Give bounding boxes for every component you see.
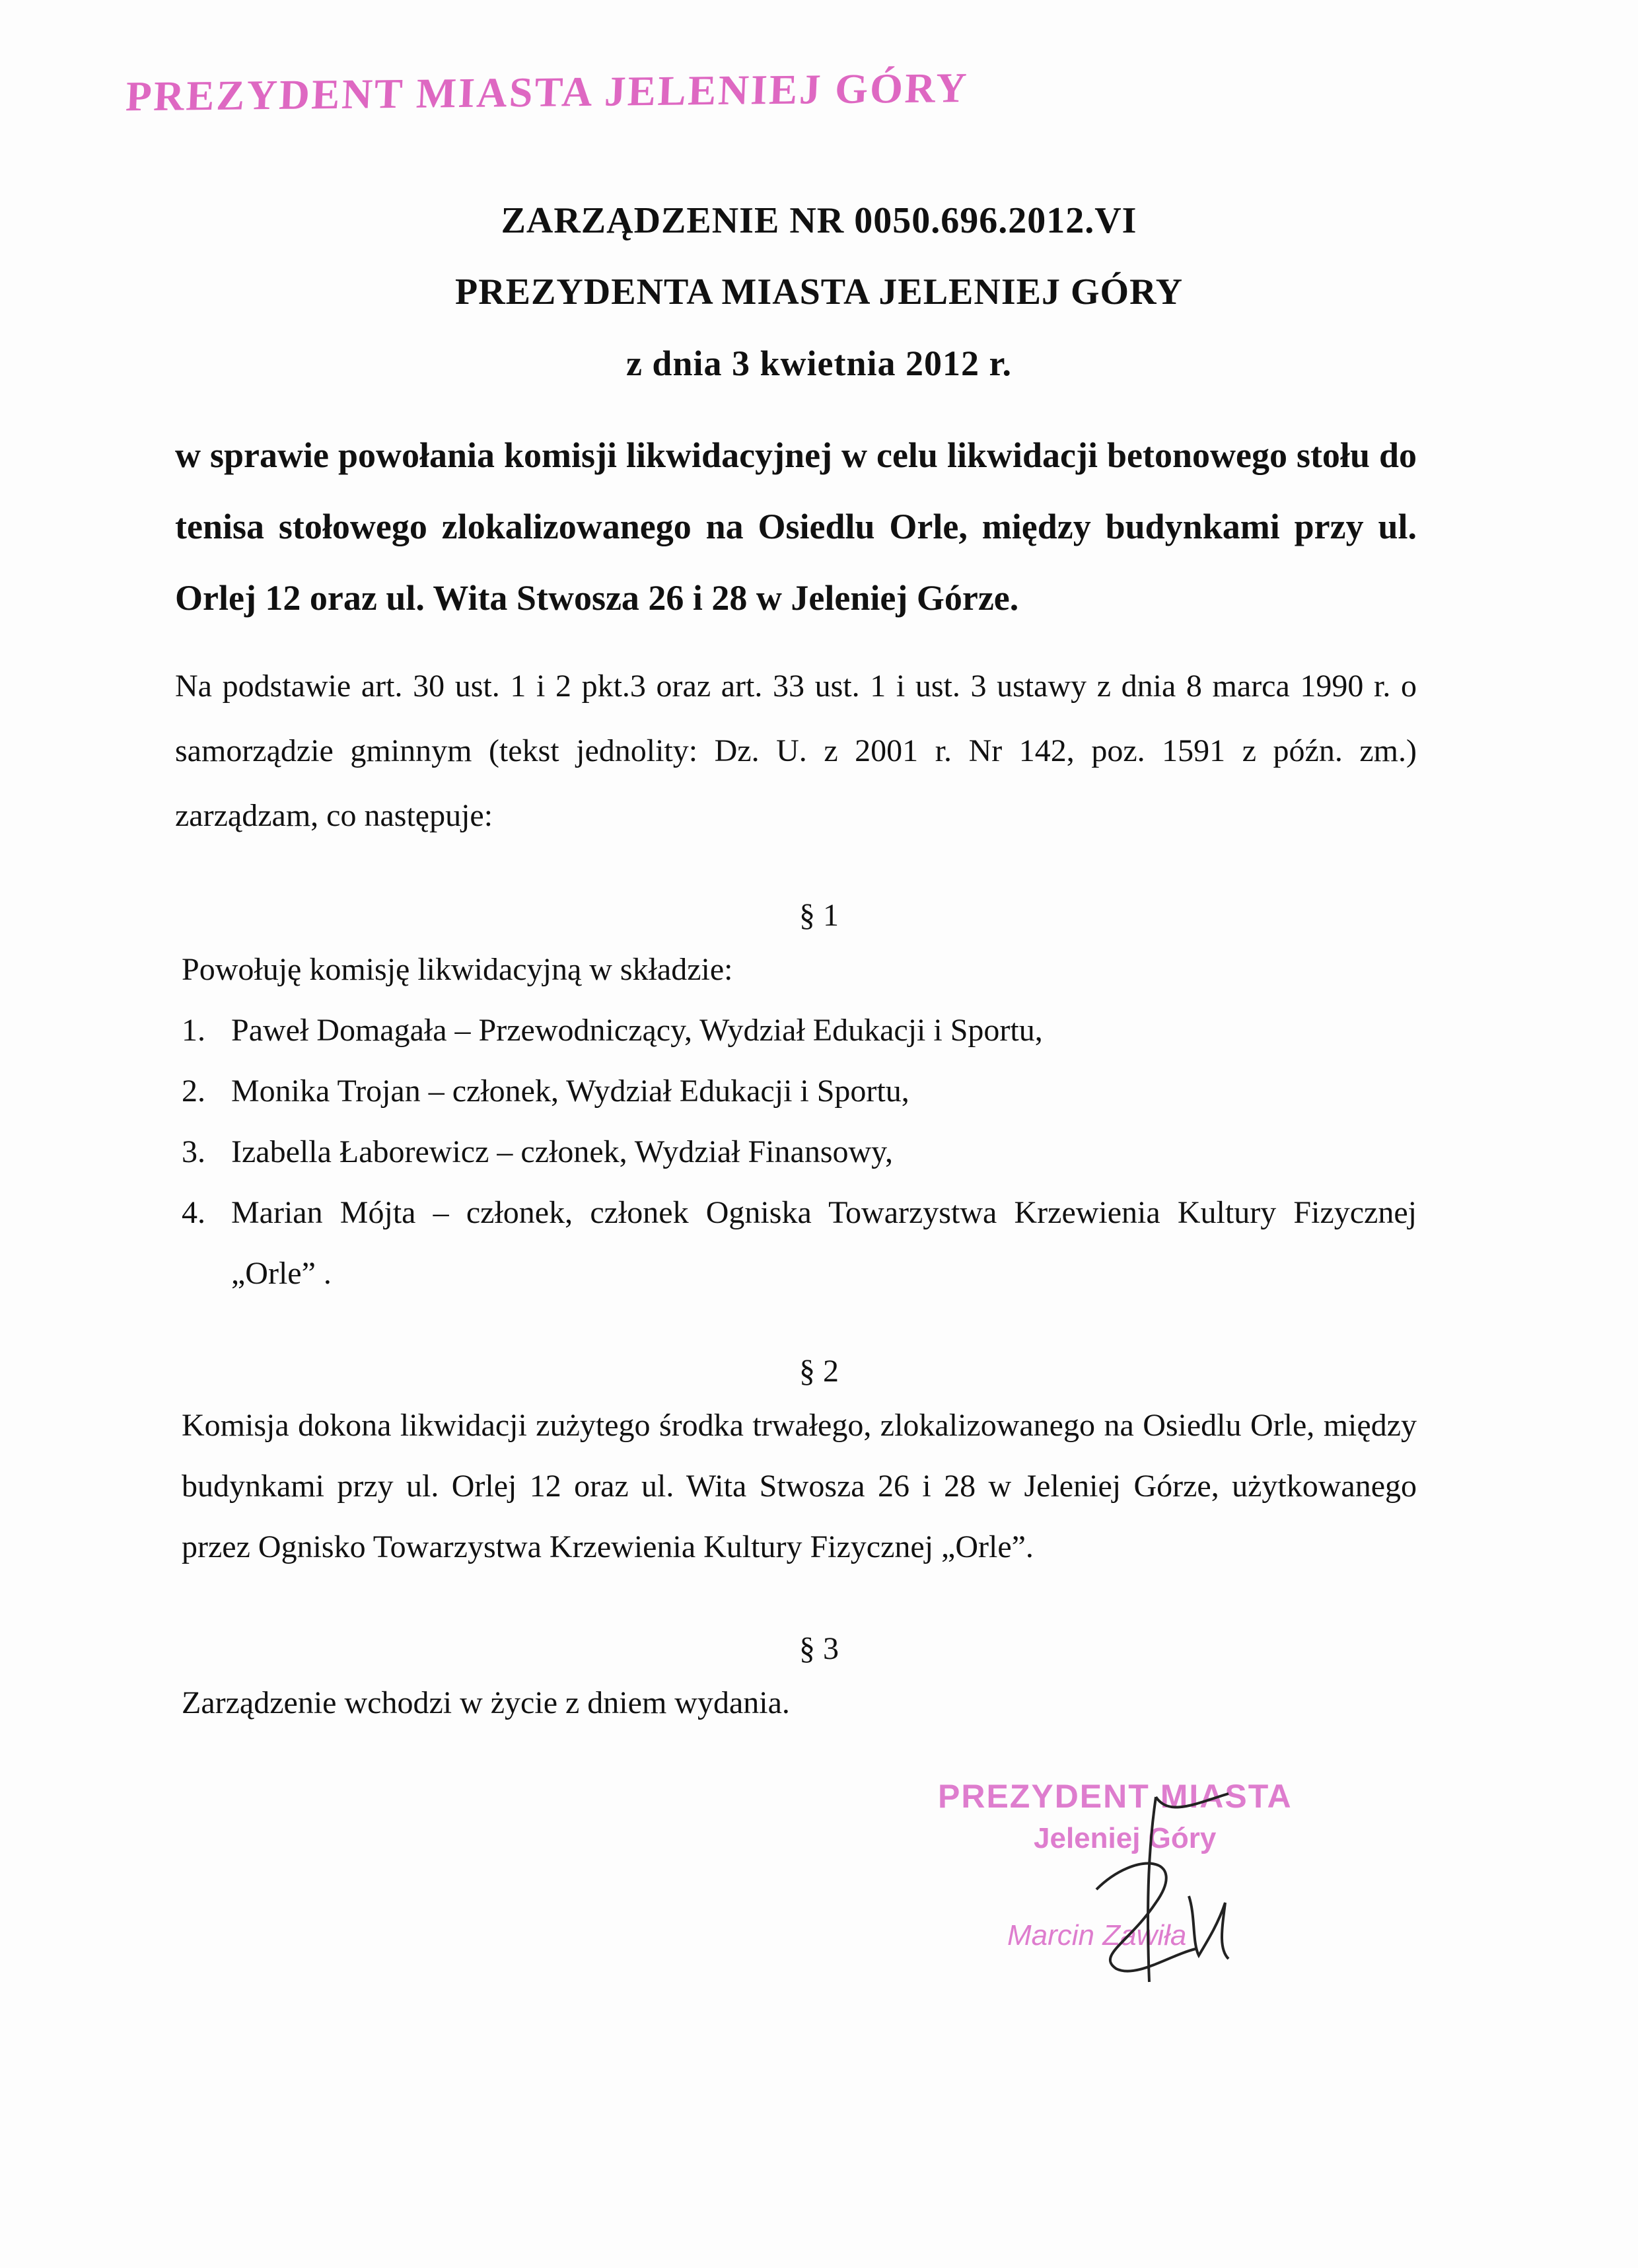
- list-item-text: Paweł Domagała – Przewodniczący, Wydział Edukacji i Sportu,: [231, 1013, 1043, 1048]
- list-item-number: 1.: [182, 1013, 205, 1048]
- committee-list: [182, 1000, 1417, 1304]
- list-item: [182, 1122, 1417, 1183]
- section-2-text: Komisja dokona likwidacji zużytego środka trwałego, zlokalizowanego na Osiedlu Orle, między budynkami przy ul. Orlej 12 oraz ul. Wita Stwosza 26 i 28 w Jeleniej Górze, użytkowanego przez Ognisko Towarzystwa Krzewienia Kultury Fizycznej „Orle”.: [182, 1408, 1417, 1564]
- signature-stamp-title: PREZYDENT MIASTA: [938, 1778, 1293, 1815]
- section-1-mark: § 1: [799, 898, 839, 933]
- list-item-number: 4.: [182, 1195, 205, 1230]
- handwritten-signature: [1057, 1790, 1268, 1989]
- section-3-text: Zarządzenie wchodzi w życie z dniem wydania.: [182, 1685, 790, 1720]
- title-block: [0, 185, 1638, 399]
- subject-heading: w sprawie powołania komisji likwidacyjnej w celu likwidacji betonowego stołu do tenisa stołowego zlokalizowanego na Osiedlu Orle, między budynkami przy ul. Orlej 12 oraz ul. Wita Stwosza 26 i 28 w Jeleniej Górze.: [175, 435, 1417, 618]
- document-date: z dnia 3 kwietnia 2012 r.: [625, 344, 1013, 383]
- list-item-number: 3.: [182, 1134, 205, 1169]
- signature-stamp-city: Jeleniej Góry: [1034, 1822, 1217, 1854]
- section-3-mark: § 3: [799, 1631, 839, 1666]
- document-number: ZARZĄDZENIE NR 0050.696.2012.VI: [501, 200, 1137, 241]
- signature-stamp-name: Marcin Zawiła: [1007, 1919, 1187, 1952]
- section-1-intro: Powołuję komisję likwidacyjną w składzie:: [182, 952, 733, 987]
- section-2-mark: § 2: [799, 1354, 839, 1389]
- list-item-text: Monika Trojan – członek, Wydział Edukacji i Sportu,: [231, 1074, 909, 1109]
- issuer-title: PREZYDENTA MIASTA JELENIEJ GÓRY: [454, 272, 1184, 312]
- list-item-text: Izabella Łaborewicz – członek, Wydział Finansowy,: [231, 1134, 894, 1169]
- list-item: [182, 1000, 1417, 1061]
- legal-basis: Na podstawie art. 30 ust. 1 i 2 pkt.3 oraz art. 33 ust. 1 i ust. 3 ustawy z dnia 8 marca 1990 r. o samorządzie gminnym (tekst jednolity: Dz. U. z 2001 r. Nr 142, poz. 1591 z późn. zm.) zarządzam, co następuje:: [175, 669, 1417, 833]
- list-item: [182, 1183, 1417, 1304]
- signature-block: [938, 1777, 1361, 2028]
- list-item-number: 2.: [182, 1074, 205, 1109]
- header-stamp: PREZYDENT MIASTA JELENIEJ GÓRY: [125, 63, 970, 120]
- list-item: [182, 1061, 1417, 1122]
- list-item-text: Marian Mójta – członek, członek Ogniska Towarzystwa Krzewienia Kultury Fizycznej „Orle” .: [231, 1195, 1417, 1291]
